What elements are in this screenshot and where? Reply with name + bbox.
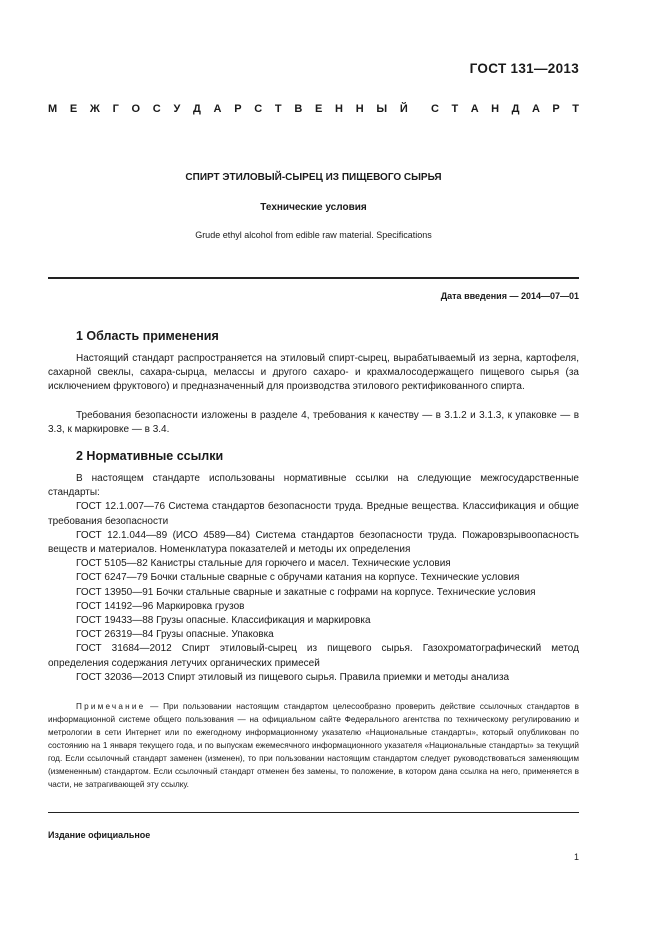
note-label: Примечание xyxy=(76,702,146,711)
letter: В xyxy=(294,103,303,115)
letter: О xyxy=(131,103,141,115)
letter: С xyxy=(431,103,439,115)
introduction-date: Дата введения — 2014—07—01 xyxy=(440,291,579,301)
page-number: 1 xyxy=(573,852,579,862)
standard-type-heading xyxy=(48,103,579,115)
reference-item: ГОСТ 31684—2012 Спирт этиловый-сырец из пищевого сырья. Газохроматографический метод определения содержания летучих органических примесей xyxy=(48,643,579,669)
normative-references-list xyxy=(48,472,579,685)
reference-item: ГОСТ 19433—88 Грузы опасные. Классификация и маркировка xyxy=(76,615,371,627)
section-1-paragraph: Требования безопасности изложены в разделе 4, требования к качеству — в 3.1.2 и 3.1.3, к упаковке — в 3.3, к маркировке — в 3.4. xyxy=(48,410,579,436)
document-title-english: Grude ethyl alcohol from edible raw material. Specifications xyxy=(195,230,432,240)
document-subtitle: Технические условия xyxy=(260,202,367,213)
reference-item: ГОСТ 12.1.044—89 (ИСО 4589—84) Система стандартов безопасности труда. Пожаровзрывоопасность веществ и материалов. Номенклатура показателей и методы их определения xyxy=(48,529,579,556)
reference-item: ГОСТ 12.1.007—76 Система стандартов безопасности труда. Вредные вещества. Классификация и общие требования безопасности xyxy=(48,501,579,527)
letter: Д xyxy=(193,103,201,115)
edition-label: Издание официальное xyxy=(48,830,151,840)
letter: Н xyxy=(335,103,343,115)
note-text: — При пользовании настоящим стандартом целесообразно проверить действие ссылочных стандартов в информационной системе общего пользования — на официальном сайте Федерального агентства по техническому регулированию и метрологии в сети Интернет или по ежегодному информационному указателю «Национальные стандарты», который опубликован по состоянию на 1 января текущего года, и по выпускам ежемесячного информационного указателя «Национальные стандарты» за текущий год. Если ссылочный стандарт заменен (изменен), то при пользовании настоящим стандартом следует руководствоваться заменяющим (измененным) стандартом. Если ссылочный стандарт отменен без замены, то положение, в котором дана ссылка на него, применяется в части, не затрагивающей эту ссылку. xyxy=(48,702,579,789)
reference-item: ГОСТ 5105—82 Канистры стальные для горючего и масел. Технические условия xyxy=(76,558,451,570)
references-note xyxy=(48,700,579,791)
reference-item: ГОСТ 26319—84 Грузы опасные. Упаковка xyxy=(76,629,274,641)
letter: Р xyxy=(552,103,560,115)
letter: М xyxy=(48,103,58,115)
reference-item: ГОСТ 13950—91 Бочки стальные сварные и закатные с гофрами на корпусе. Технические условия xyxy=(76,586,536,598)
letter: Н xyxy=(491,103,500,115)
letter: Р xyxy=(234,103,242,115)
title-divider xyxy=(48,277,579,279)
letter: Т xyxy=(451,103,459,115)
letter: Й xyxy=(399,103,408,115)
letter: Д xyxy=(511,103,520,115)
document-code: ГОСТ 131—2013 xyxy=(469,61,579,76)
document-title: СПИРТ ЭТИЛОВЫЙ-СЫРЕЦ ИЗ ПИЩЕВОГО СЫРЬЯ xyxy=(185,172,442,183)
letter: У xyxy=(173,103,181,115)
section-1-paragraph: Настоящий стандарт распространяется на этиловый спирт-сырец, вырабатываемый из зерна, картофеля, сахарной свеклы, сахара-сырца, мелассы и другого сахаро- и крахмалосодержащего пищевого сырья (за исключением фруктового) и предназначенный для производства этилового ректификованного спирта. xyxy=(48,353,579,393)
standard-type-word-2 xyxy=(431,103,579,115)
standard-type-word-1 xyxy=(48,103,408,115)
reference-item: ГОСТ 14192—96 Маркировка грузов xyxy=(76,600,245,612)
letter: С xyxy=(254,103,263,115)
letter: Г xyxy=(112,103,119,115)
reference-item: ГОСТ 32036—2013 Спирт этиловый из пищевого сырья. Правила приемки и методы анализа xyxy=(76,671,510,683)
letter: Ы xyxy=(376,103,388,115)
section-1-heading: 1 Область применения xyxy=(76,329,219,343)
section-2-heading: 2 Нормативные ссылки xyxy=(76,449,224,463)
letter: Н xyxy=(355,103,364,115)
letter: Е xyxy=(315,103,323,115)
letter: Е xyxy=(69,103,78,115)
reference-item: ГОСТ 6247—79 Бочки стальные сварные с обручами катания на корпусе. Технические условия xyxy=(76,572,520,584)
letter: С xyxy=(152,103,161,115)
letter: Ж xyxy=(89,103,100,115)
letter: А xyxy=(470,103,479,115)
letter: А xyxy=(213,103,222,115)
footer-divider xyxy=(48,812,579,813)
letter: Т xyxy=(274,103,282,115)
letter: Т xyxy=(572,103,579,115)
letter: А xyxy=(531,103,540,115)
section-2-intro: В настоящем стандарте использованы нормативные ссылки на следующие межгосударственные стандарты: xyxy=(48,473,579,499)
